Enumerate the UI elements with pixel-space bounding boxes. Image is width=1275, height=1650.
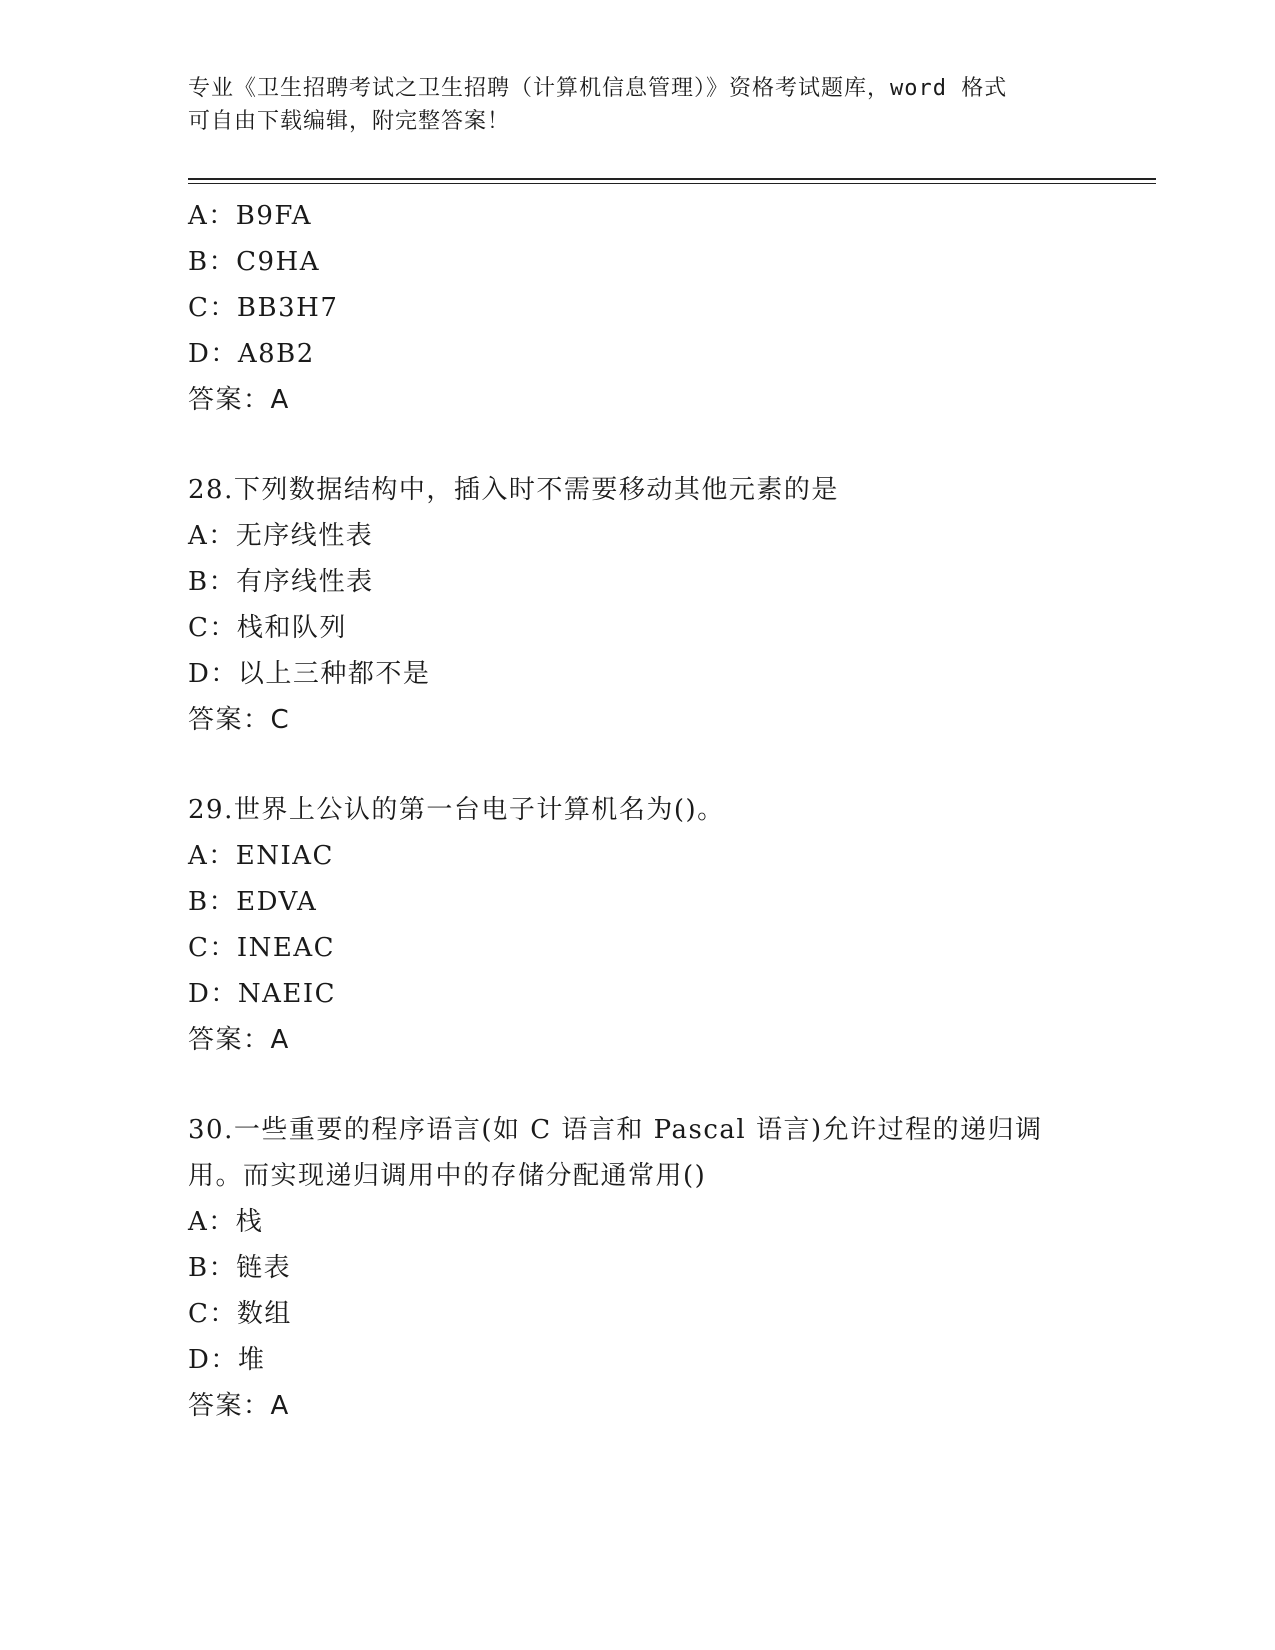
option-c: C：数组 bbox=[188, 1299, 292, 1329]
option-a: A：ENIAC bbox=[188, 841, 334, 871]
question-30 bbox=[188, 1107, 1088, 1429]
question-stem: 29.世界上公认的第一台电子计算机名为()。 bbox=[188, 795, 725, 825]
option-d: D：以上三种都不是 bbox=[188, 659, 431, 689]
option-c: C：INEAC bbox=[188, 933, 336, 963]
question-stem-line-1: 30.一些重要的程序语言(如 C 语言和 Pascal 语言)允许过程的递归调 bbox=[188, 1115, 1043, 1145]
option-a: A：栈 bbox=[188, 1207, 264, 1237]
option-d: D：NAEIC bbox=[188, 979, 337, 1009]
option-b: B：有序线性表 bbox=[188, 567, 374, 597]
question-28 bbox=[188, 467, 1088, 743]
question-stem: 28.下列数据结构中，插入时不需要移动其他元素的是 bbox=[188, 475, 839, 505]
answer: 答案：A bbox=[188, 1391, 290, 1421]
question-29 bbox=[188, 787, 1088, 1063]
answer: 答案：A bbox=[188, 1025, 290, 1055]
option-c: C：栈和队列 bbox=[188, 613, 347, 643]
option-b: B：EDVA bbox=[188, 887, 318, 917]
option-c: C：BB3H7 bbox=[188, 293, 339, 323]
option-b: B：链表 bbox=[188, 1253, 292, 1283]
document-header bbox=[188, 72, 1068, 138]
option-a: A：B9FA bbox=[188, 201, 312, 231]
header-line-2: 可自由下载编辑，附完整答案！ bbox=[188, 109, 511, 134]
option-a: A：无序线性表 bbox=[188, 521, 374, 551]
question-list bbox=[188, 193, 1088, 1429]
answer: 答案：A bbox=[188, 385, 290, 415]
header-line-1: 专业《卫生招聘考试之卫生招聘（计算机信息管理）》资格考试题库，word 格式 bbox=[188, 76, 1008, 101]
option-d: D：A8B2 bbox=[188, 339, 315, 369]
header-rule-thin bbox=[188, 183, 1156, 184]
option-d: D：堆 bbox=[188, 1345, 266, 1375]
header-rule-thick bbox=[188, 178, 1156, 180]
question-stem-line-2: 用。而实现递归调用中的存储分配通常用() bbox=[188, 1161, 707, 1191]
answer: 答案：C bbox=[188, 705, 291, 735]
question-27 bbox=[188, 193, 1088, 423]
option-b: B：C9HA bbox=[188, 247, 320, 277]
